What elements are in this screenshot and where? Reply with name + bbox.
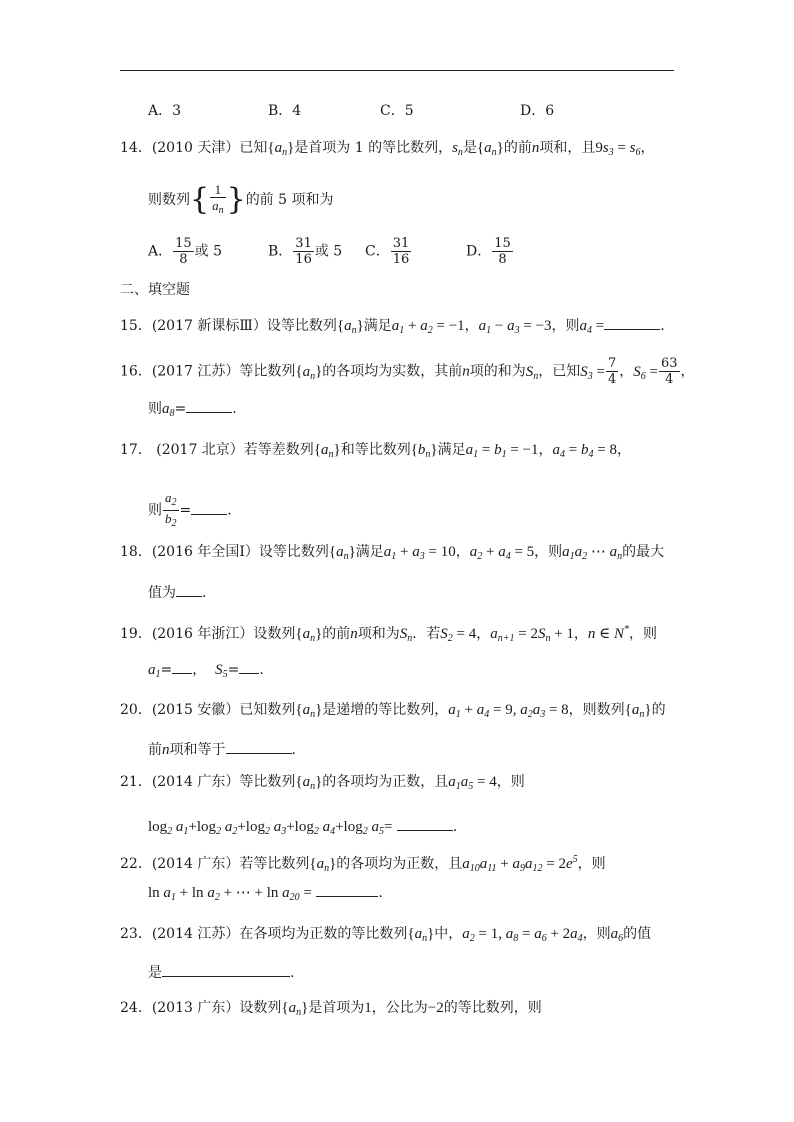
section-title: 二、填空题: [120, 282, 190, 298]
question-21: 21．(2014 广东）等比数列$\{a_n\}$的各项均为正数，且$a_1a_5 = 4$，则: [120, 774, 525, 792]
question-20-line2: 前n项和等于 .: [148, 739, 296, 760]
q14-option-a: A． $\frac{15}{8}$ 或 5: [148, 236, 223, 267]
question-18-line2: 值为 .: [148, 582, 206, 603]
header-rule: [120, 70, 674, 71]
question-23-line2: 是 .: [148, 962, 294, 983]
question-23: 23．(2014 江苏）在各项均为正数的等比数列$\{a_n\}$中，$a_2 = 1$, $a_8 = a_6 + 2a_4$，则$a_6$的值: [120, 926, 652, 944]
question-14: 14．(2010 天津）已知$\{a_n\}$是首项为 1 的等比数列，$s_n$是$\{a_n\}$的前n项和，且$9s_3 = s_6$，: [120, 140, 655, 158]
question-22: 22．(2014 广东）若等比数列$\{a_n\}$的各项均为正数，且$a_{10}a_{11} + a_9a_{12} = 2e^5$，则: [120, 854, 606, 874]
question-21-line2: $\log_2 a_1+\log_2$ $a_2+\log_2$ $a_3+\log_2$ $a_4+\log_2$ $a_5=$ .: [148, 816, 457, 842]
question-18: 18．(2016 年全国Ⅰ）设等比数列$\{a_n\}$满足$a_1 + a_3 = 10$，$a_2 + a_4 = 5$，则$a_1a_2$ ⋯ $a_n$的最大: [120, 544, 665, 562]
option-c: C．5: [380, 103, 414, 119]
question-17-line2: 则 $\frac{a_2}{b_2}$ = .: [148, 490, 232, 529]
option-b: B．4: [268, 103, 302, 119]
question-19-line2: $a_1=$ ， $S_5=$ .: [148, 659, 264, 685]
q14-option-b: B． $\frac{31}{16}$ 或 5: [268, 236, 343, 267]
option-d: D．6: [520, 103, 555, 119]
question-22-line2: $\ln a_1 + \ln a_2$ + ⋯ + $\ln a_{20}$ = .: [148, 882, 383, 908]
q14-option-c: C． $\frac{31}{16}$: [365, 236, 410, 267]
question-14-line2: 则数列{ $\frac{1}{a_n}$ }的前 5 项和为: [148, 182, 334, 217]
question-16: 16．(2017 江苏）等比数列$\{a_n\}$的各项均为实数，其前n项的和为$S_n$，已知$S_3$ = $\frac{7}{4}$ ，$S_6$ = $\frac{63}{4}$ ，: [120, 356, 695, 387]
question-24: 24．(2013 广东）设数列$\{a_n\}$是首项为1，公比为−2的等比数列，则: [120, 1000, 542, 1018]
question-19: 19．(2016 年浙江）设数列$\{a_n\}$的前n项和为$S_n$．若$S_2 = 4$，$a_{n+1} = 2S_n + 1$，n ∈ N*，则: [120, 624, 658, 644]
question-20: 20．(2015 安徽）已知数列$\{a_n\}$是递增的等比数列，$a_1 + a_4 = 9$, $a_2a_3 = 8$，则数列$\{a_n\}$的: [120, 702, 666, 720]
option-a: A．3: [148, 103, 182, 119]
question-17: 17． (2017 北京）若等差数列$\{a_n\}$和等比数列$\{b_n\}$满足$a_1 = b_1 = -1$，$a_4 = b_4 = 8$，: [120, 442, 631, 460]
question-16-line2: 则$a_8=$ .: [148, 398, 237, 424]
q14-option-d: D． $\frac{15}{8}$: [466, 236, 511, 267]
question-15: 15．(2017 新课标Ⅲ）设等比数列$\{a_n\}$满足$a_1 + a_2 = -1$，$a_1 - a_3 = -3$，则$a_4$ = .: [120, 315, 665, 341]
